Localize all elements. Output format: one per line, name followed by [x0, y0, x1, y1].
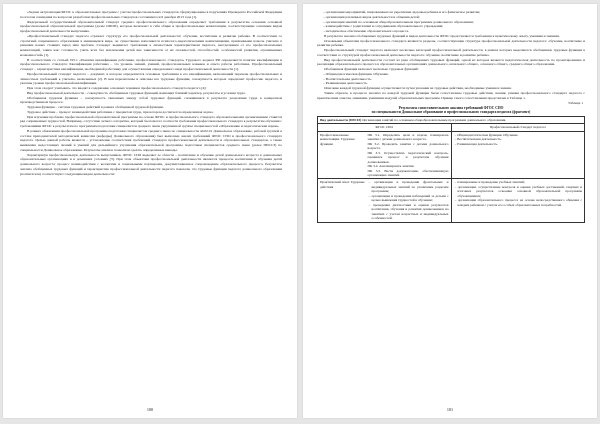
function-item-text: Общепедагогическая функция. Обучение.	[325, 71, 389, 76]
td-item-text: организация образовательного процесса на основе непосредственного общения с каждым ребенком с учетом его особых образовательных потребностей.	[457, 198, 583, 207]
td-item: – планирование и проведение учебных занятий;	[454, 180, 525, 185]
page-number: 101	[446, 407, 454, 412]
left-page	[3, 4, 297, 418]
row-label: Профессиональные компетенции. Трудовые функции	[320, 132, 355, 146]
paragraph: Вид профессиональной деятельности состоит из ряда обобщенных трудовых функций, одной из которых является педагогическая деятельность по проектированию и реализации образовательного процесса в образовательных организациях дошкольного, начального общего, основного общего, среднего общего образования.	[317, 57, 585, 67]
activity-text: Организация занятий по основным общеобразовательным программам дошкольного образования.	[362, 118, 507, 123]
td-item: – организация образовательного процесса на основе непосредственного общения с каждым ребенком с учетом его особых образовательных потребностей.	[454, 198, 583, 207]
paragraph: Трудовое действие – процесс взаимодействия работника с предметом труда, при котором достигается определенная задача.	[27, 109, 214, 114]
column-header: Профессиональный стандарт педагога	[451, 124, 585, 131]
paragraph: При этом следует учитывать, что вводят в содержание основных терминов профессионального стандарта педагога [4]:	[27, 86, 207, 90]
list-item: – взаимодействие с родителями и сотрудниками образовательного учреждения;	[323, 24, 444, 29]
table-row	[318, 117, 585, 124]
paragraph: «Задачи актуализации ФГОС в образовательных программ с учетом профессиональных стандартов сформулированы в поручениях Президента Российской Федерации по итогам совещания по вопросам разработки профессиональных стандартов состоявшегося 6 декабря 2013 года [1].	[20, 10, 282, 19]
table-row	[318, 179, 585, 222]
list-item: – организация мероприятий, направленных на укрепление здоровья ребенка и его физическое развитие;	[323, 10, 481, 14]
table-row	[318, 124, 585, 131]
paragraph: Профессиональный стандарт педагога – документ, в котором определяются основные требования к его квалификации, включающий перечень профессиональных и личностных требований к учителю, включенных (2). В нем перечислены и описаны все трудовые функции, совокупность которых определяет профессию педагога, и указаны уровни профессиональной квалификации.	[20, 71, 282, 86]
po-item-text: проведения диагностики и оценки результатов воспитания, обучения и развития дошкольников на занятиях с учетом возрастных и индивидуальных особенностей.	[371, 202, 449, 221]
list-item: – организация различных видов деятельности и общения детей;	[323, 14, 420, 19]
pk-item: ПК 3.4. Анализировать занятия.	[367, 164, 415, 169]
activity-label: Вид деятельности (ПМ 03)	[320, 118, 362, 123]
pk-item: ПК 3.5. Вести документацию, обеспечивающую организацию занятий.	[367, 168, 449, 178]
paragraph: Обобщенная трудовая функция – совокупность связанных между собой трудовых функций, сложившаяся в результате разделения труда в конкретном производственном процессе.	[20, 95, 282, 105]
tf-item: – Развивающая деятельность.	[454, 141, 498, 146]
table-title-line: Результаты сопоставительного анализа требований ФГОС СПО	[398, 105, 504, 110]
po-item-text: организации и проведения наблюдений за детьми с целью выявления трудностей в обучении;	[371, 193, 449, 203]
table-cell	[318, 117, 585, 124]
paragraph: В рамках обновления профессиональной программы подготовки специалистов среднего звена по специальности 44.02.01 Дошкольное образование, рабочей группой в составе преподавателей методической комиссии (кафедры) Дошкольного образования) был выполнен анализ требований ФГОС СПО и профессионального стандарта педагога. Целью данной работы является – установление соответствия требований стандарта профессиональной деятельности и образовательных стандартов, а также выявление недостающих знаний и умений для дальнейшего улучшения образовательной программы подготовки специалистов среднего звена (далее ППССЗ) по специальности Дошкольное образование. Результаты анализа позволили сделать определенные выводы.	[20, 128, 282, 152]
table-cell	[318, 179, 452, 222]
tf-item: – Общепедагогическая функция. Обучение.	[454, 132, 519, 137]
paragraph: Характеризуя профессиональную деятельность выпускников, ФГОС СПО выделяет ее области – воспитание и обучение детей дошкольного возраста в дошкольных образовательных организациях и в домашних условиях [3]. При этом объектами профессиональной деятельности являются процессы воспитания и обучения детей дошкольного возраста; процесс взаимодействия с коллегами и социальными партнерами, документационное сопровождение образовательного процесса. Результаты анализа обобщенных трудовых функций и характеристик профессиональной деятельности педагога показали, что трудовые функции педагога дошкольного образования (воспитателя) соответствуют следующим видам деятельности:	[20, 152, 282, 176]
table-title	[317, 106, 585, 115]
list-item: – методическое обеспечение образовательного процесса.	[323, 29, 410, 33]
table-cell	[318, 131, 452, 179]
list-item-text: организация мероприятий, направленных на укрепление здоровья ребенка и его физическое развитие;	[325, 10, 481, 14]
paragraph: В результате анализа обобщенных трудовых функций и видов деятельности ФГОС представляется требования к практическому опыту, умениям и знаниям.	[324, 33, 560, 38]
paragraph: Описание каждой трудовой функции осуществляется путем указания на трудовые действия, необходимые умения и знания.	[324, 86, 512, 90]
paragraph: При изучении проблеме профессиональной образовательной программы на основе ФГОС и профессионального стандарта образовательными организациями ставится ряд сопряженных трудностей. Например, отсутствие четкого алгоритма, который бы помогал соотнести требования профессионального стандарта к результатам обучения с требованиями ФГОС к результатам по программам подготовки специалистов среднего звена укрупненной группы специальностей «Образование и педагогические науки».	[20, 114, 282, 128]
column-header: ФГОС СПО	[318, 124, 452, 131]
table-cell	[451, 179, 585, 222]
list-item-text: организация различных видов деятельности и общения детей;	[325, 14, 420, 19]
page-number: 100	[146, 407, 154, 412]
row-label: Практический опыт. Трудовые действия	[320, 180, 365, 189]
list-item-text: организация занятий по основным общеобразовательным программам дошкольного образования;	[325, 19, 474, 24]
list-item-text: взаимодействие с родителями и сотрудниками образовательного учреждения;	[325, 24, 444, 29]
paragraph: Профессиональный стандарт педагога включает несколько категорий профессиональной деятельности, в рамках которых выделяются обобщенные трудовые функции в соответствии со структурой профессиональной деятельности педагога: обучение, воспитание и развитие ребенка.	[317, 48, 585, 57]
paragraph: Вид профессиональной деятельности – совокупность обобщенных трудовых функций, имеющих близкий характер, результаты и условия труда.	[27, 90, 246, 95]
table-cell	[451, 131, 585, 179]
td-item-text: планирование и проведение учебных занятий;	[457, 180, 525, 185]
paragraph: Трудовая функция – система трудовых действий в рамках обобщенной трудовой функции.	[27, 105, 164, 109]
po-item-text: организации и проведения фронтальных и индивидуальных занятий по различным разделам программы;	[371, 180, 449, 194]
td-item-text: организация, осуществление контроля и оценки учебных достижений, текущих и итоговых результатов освоения основной образовательной программы обучающимися;	[457, 184, 582, 198]
po-item: – организации и проведения наблюдений за детьми с целью выявления трудностей в обучении;	[368, 193, 449, 203]
paragraph: Основными объектами профессионального стандарта являются разделы, соответствующие структуре профессиональной деятельности педагога: обучение, воспитание и развитие ребенка.	[317, 38, 585, 48]
function-item-text: Воспитательная деятельность.	[325, 76, 372, 81]
po-item: – организации и проведения фронтальных и индивидуальных занятий по различным разделам программы;	[368, 180, 449, 194]
function-item: – Воспитательная деятельность.	[323, 76, 372, 81]
tf-item: – Воспитательная деятельность.	[454, 137, 502, 142]
table-row	[318, 131, 585, 179]
paragraph: «Профессиональный стандарт педагога отражает структуру его профессиональной деятельности: обучение, воспитание и развитие ребенка. В соответствии со стратегией современного образования в меняющемся мире, он существенно наполняется психолого-педагогическими компетенциями, призванными помочь учителю в решении новых стоящих перед ним проблем. Стандарт выдвигает требования к личностным характеристикам педагога, неотделимым от его профессиональных компетенций, таким как: готовность учить всех без исключения детей вне зависимости от их склонностей, способностей, особенностей развития, ограниченных возможностей» [1].	[20, 33, 282, 57]
list-item: – организация занятий по основным общеобразовательным программам дошкольного образования;	[323, 19, 474, 24]
table-title-line: по специальности Дошкольное образование и профессионального стандарта педагога (фрагмент)	[371, 110, 531, 115]
tf-item-text: Общепедагогическая функция. Обучение.	[457, 132, 519, 137]
paragraph: В соответствии со статьей 195.1 «Понятия квалификации работника, профессионального стандарта» Трудового кодекса РФ определяется понятие квалификации и профессионального стандарта: Квалификация работника – это уровень знаний, умений, профессиональных навыков и опыта работы работника. Профессиональный стандарт – характеристика квалификации, необходимой работнику для осуществления определенного вида профессиональной деятельности [1].	[20, 57, 282, 71]
paragraph: Федеральный государственный образовательный стандарт среднего профессионального образования определяет требования к результатам освоения основной профессиональной образовательной программы (далее ОПОП), которые включают в себя общие и профессиональные компетенции, соответствующие основным видам профессиональной деятельности выпускника.	[20, 19, 282, 33]
comparison-table	[317, 116, 585, 223]
pk-item: ПК 3.2. Проводить занятия с детьми дошкольного возраста.	[367, 141, 449, 151]
tf-item-text: Развивающая деятельность.	[457, 141, 498, 146]
function-item-text: Развивающая деятельность.	[325, 81, 368, 86]
right-page	[303, 4, 597, 418]
td-item: – организация, осуществление контроля и оценки учебных достижений, текущих и итоговых результатов освоения основной образовательной программы обучающимися;	[454, 184, 582, 198]
tf-item-text: Воспитательная деятельность.	[457, 137, 502, 142]
list-item-text: методическое обеспечение образовательного процесса.	[325, 29, 410, 33]
left-page-text	[20, 10, 282, 176]
paragraph: Таким образом, в процессе анализа по каждой трудовой функции были сопоставлены трудовые действия, знания, умения профессионального стандарта педагога с практическим опытом, знаниями, умениями модулей образовательных программ. Пример такого сопоставления представлен в Таблице 1.	[317, 90, 585, 100]
table-label: Таблица 1	[568, 101, 583, 106]
pk-item: ПК 3.3. Осуществлять педагогический контроль, оценивать процесс и результаты обучения дошкольников.	[367, 150, 449, 164]
paragraph: Обобщенная функция включает несколько трудовых функций:	[324, 67, 419, 71]
function-item: – Общепедагогическая функция. Обучение.	[323, 71, 389, 76]
pk-item: ПК 3.1. Определять цели и задачи, планировать занятия с детьми дошкольного возраста.	[367, 132, 449, 142]
po-item: – проведения диагностики и оценки результатов воспитания, обучения и развития дошкольников на занятиях с учетом возрастных и индивидуальных особенностей.	[368, 202, 449, 221]
function-item: – Развивающая деятельность.	[323, 81, 368, 86]
